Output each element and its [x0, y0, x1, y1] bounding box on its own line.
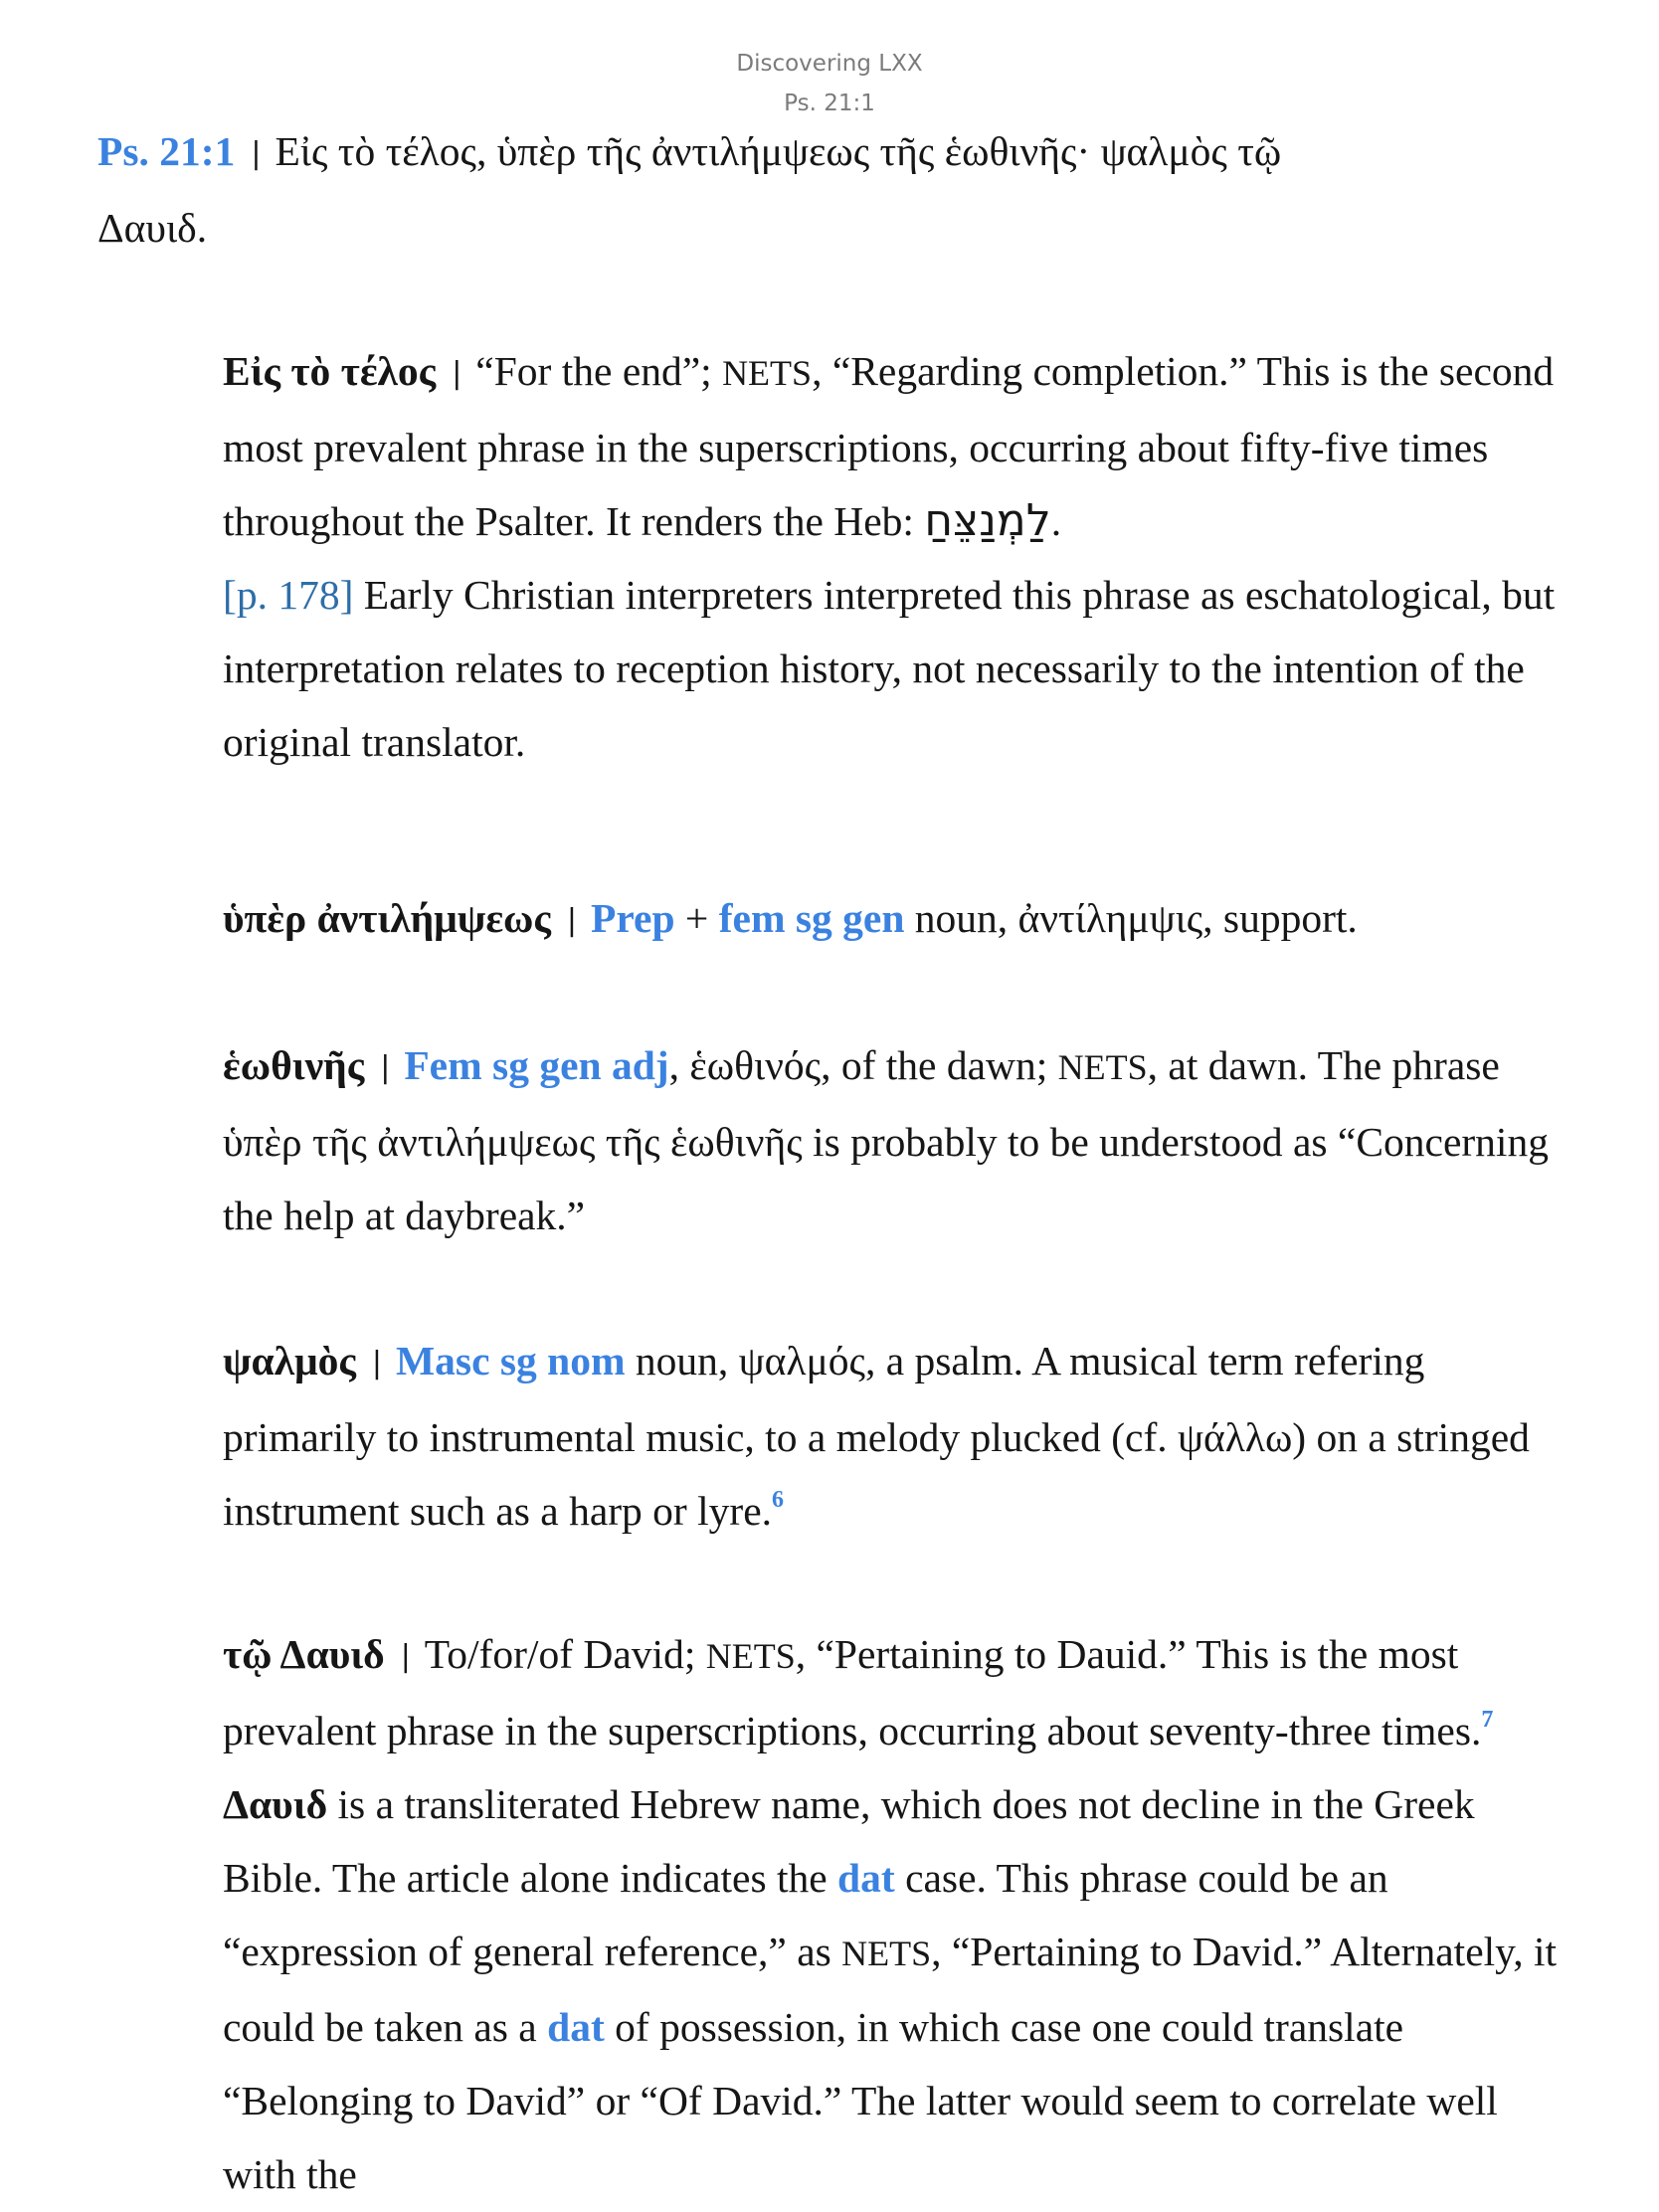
entry-text: +	[674, 895, 719, 941]
entry-lemma: ἑωθινῆς	[223, 1042, 365, 1088]
entry-text: noun, ψαλμός, a psalm. A musical term refering primarily to instrumental music, to a melody plucked (cf. ψάλλω) on a stringed instrument such as a harp or lyre.	[223, 1338, 1530, 1534]
nets-abbrev: NETS	[841, 1934, 932, 1973]
entry-text: , at dawn. The phrase ὑπὲρ τῆς ἀντιλήμψεως τῆς ἑωθινῆς is probably to be understood as “Concerning the help at daybreak.”	[223, 1042, 1549, 1238]
entry-text: , “Pertaining to Dauid.” This is the most prevalent phrase in the superscriptions, occurring about seventy-three times.	[223, 1631, 1482, 1753]
separator-bar: |	[371, 1346, 382, 1381]
page-header	[0, 44, 1659, 123]
entry-text: “For the end”;	[475, 348, 723, 394]
entry-text: To/for/of David;	[424, 1631, 706, 1677]
footnote-link-6[interactable]: 6	[772, 1487, 785, 1513]
entry-text: , ἑωθινός, of the dawn;	[668, 1042, 1058, 1088]
parsing-link-prep[interactable]: Prep	[591, 895, 675, 941]
entry-psalmos	[223, 1324, 1566, 1548]
hebrew-word: לַמְנַצֵּחַ	[924, 495, 1051, 546]
separator-bar: |	[452, 356, 462, 391]
footnote-link-7[interactable]: 7	[1481, 1707, 1494, 1733]
entry-text: case. This phrase could be an “expression of general reference,” as	[223, 1855, 1388, 1974]
parsing-link-dat[interactable]: dat	[547, 2004, 605, 2050]
nets-abbrev: NETS	[705, 1636, 796, 1676]
separator-bar: |	[251, 136, 262, 171]
entry-text: , “Regarding completion.” This is the second most prevalent phrase in the superscriptions, occurring about fifty-five times throughout the Psalter. It renders the Heb:	[223, 348, 1555, 544]
entry-lemma: ψαλμὸς	[223, 1338, 356, 1383]
entry-lemma: ὑπὲρ ἀντιλήμψεως	[223, 895, 551, 941]
chapter-reference: Ps. 21:1	[784, 91, 875, 116]
entry-text: noun, ἀντίλημψις, support.	[904, 895, 1358, 941]
verse-text	[97, 114, 1560, 265]
verse-greek-text-cont: Δαυιδ.	[97, 205, 208, 251]
parsing-link-masc-sg-nom[interactable]: Masc sg nom	[396, 1338, 626, 1383]
separator-bar: |	[400, 1639, 411, 1674]
parsing-link-fem-sg-gen-adj[interactable]: Fem sg gen adj	[404, 1042, 669, 1088]
entry-to-dauid	[223, 1617, 1566, 2211]
entry-eis-to-telos	[223, 334, 1566, 779]
entry-hyper-antilempseos	[223, 881, 1566, 958]
entry-text: is a transliterated Hebrew name, which does not decline in the Greek Bible. The article alone indicates the	[223, 1781, 1475, 1901]
nets-abbrev: NETS	[722, 353, 813, 393]
parsing-link-fem-sg-gen[interactable]: fem sg gen	[718, 895, 905, 941]
separator-bar: |	[566, 903, 578, 938]
nets-abbrev: NETS	[1057, 1047, 1148, 1087]
entry-text: , “Pertaining to David.” Alternately, it could be taken as a	[223, 1929, 1558, 2050]
page-reference-link[interactable]: [p. 178]	[223, 572, 354, 618]
entry-text: of possession, in which case one could translate “Belonging to David” or “Of David.” The latter would seem to correlate well with the	[223, 2004, 1498, 2197]
verse-reference-link[interactable]: Ps. 21:1	[97, 128, 236, 174]
separator-bar: |	[380, 1050, 391, 1085]
entry-text: Early Christian interpreters interpreted this phrase as eschatological, but interpretation relates to reception history, not necessarily to the intention of the original translator.	[223, 572, 1556, 765]
verse-greek-text: Εἰς τὸ τέλος, ὑπὲρ τῆς ἀντιλήμψεως τῆς ἑωθινῆς· ψαλμὸς τῷ	[275, 128, 1282, 174]
entry-lemma: Εἰς τὸ τέλος	[223, 348, 437, 394]
book-title: Discovering LXX	[736, 51, 923, 77]
entry-lemma: τῷ Δαυιδ	[223, 1631, 385, 1677]
parsing-link-dat[interactable]: dat	[837, 1855, 895, 1901]
entry-heothines	[223, 1028, 1566, 1252]
bold-greek-word: Δαυιδ	[223, 1781, 328, 1827]
entry-text: .	[1050, 498, 1062, 544]
